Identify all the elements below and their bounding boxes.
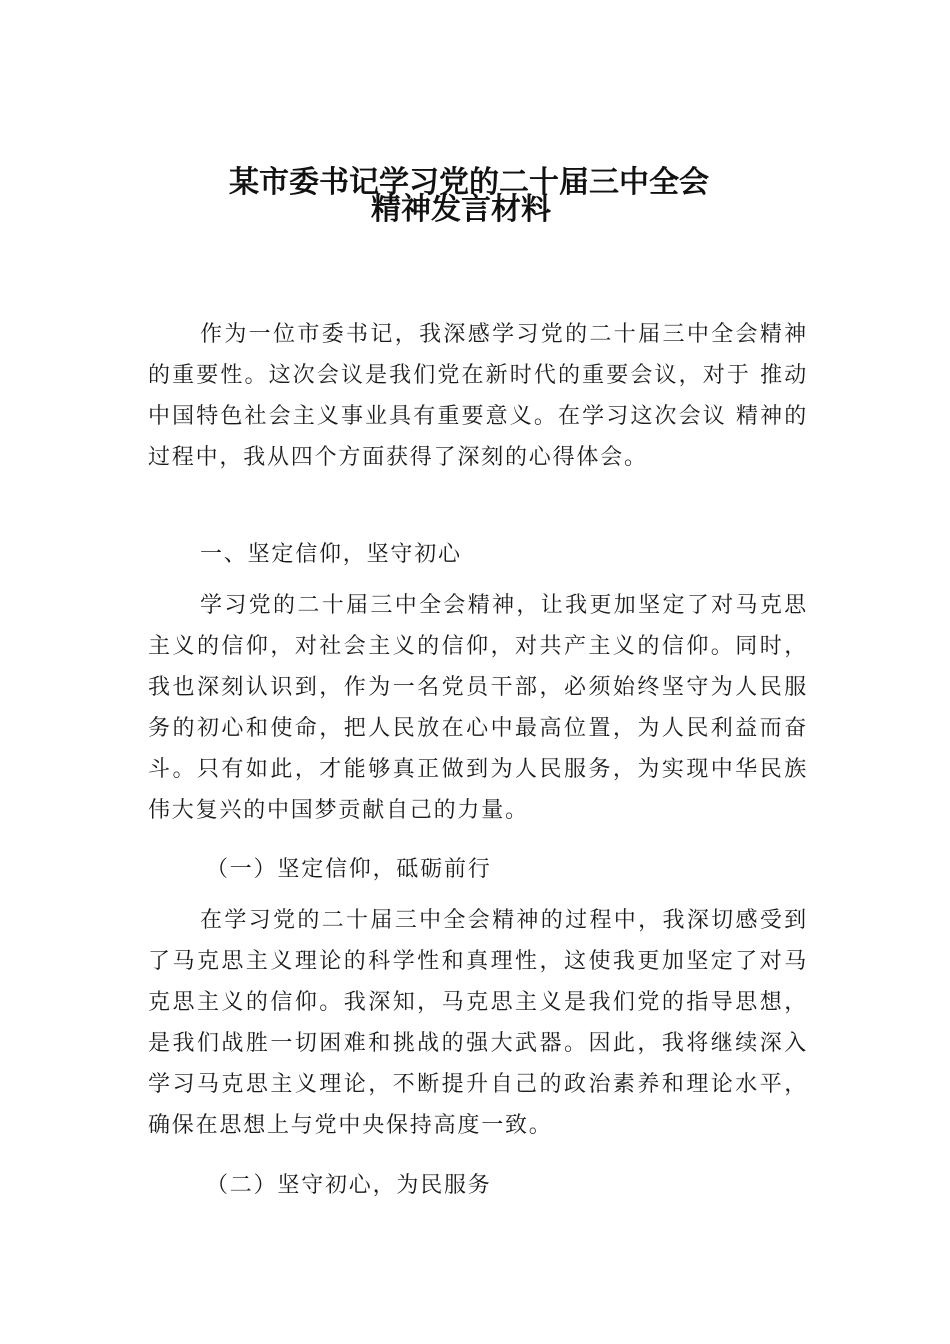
intro-paragraph: 作为一位市委书记，我深感学习党的二十届三中全会精神的重要性。这次会议是我们党在新时代的重要会议，对于 推动中国特色社会主义事业具有重要意义。在学习这次会议 精神的过程中，我从四个方面获得了深刻的心得体会。 bbox=[148, 322, 808, 470]
document-title-line2: 精神发言材料 bbox=[371, 192, 551, 227]
subsection-heading-2: （二）坚守初心，为民服务 bbox=[206, 1173, 492, 1198]
document-title-line1: 某市委书记学习党的二十届三中全会 bbox=[229, 165, 709, 200]
subsection-heading-1: （一）坚定信仰，砥砺前行 bbox=[206, 857, 492, 882]
subsection-1-paragraph: 在学习党的二十届三中全会精神的过程中，我深切感受到了马克思主义理论的科学性和真理性，这使我更加坚定了对马克思主义的信仰。我深知，马克思主义是我们党的指导思想，是我们战胜一切困难和挑战的强大武器。因此，我将继续深入学习马克思主义理论，不断提升自己的政治素养和理论水平，确保在思想上与党中央保持高度一致。 bbox=[148, 908, 808, 1138]
section-1-paragraph: 学习党的二十届三中全会精神，让我更加坚定了对马克思主义的信仰，对社会主义的信仰，对共产主义的信仰。同时，我也深刻认识到，作为一名党员干部，必须始终坚守为人民服务的初心和使命，把人民放在心中最高位置，为人民利益而奋斗。只有如此，才能够真正做到为人民服务，为实现中华民族伟大复兴的中国梦贡献自己的力量。 bbox=[148, 593, 808, 823]
section-heading-1: 一、坚定信仰，坚守初心 bbox=[200, 542, 462, 567]
